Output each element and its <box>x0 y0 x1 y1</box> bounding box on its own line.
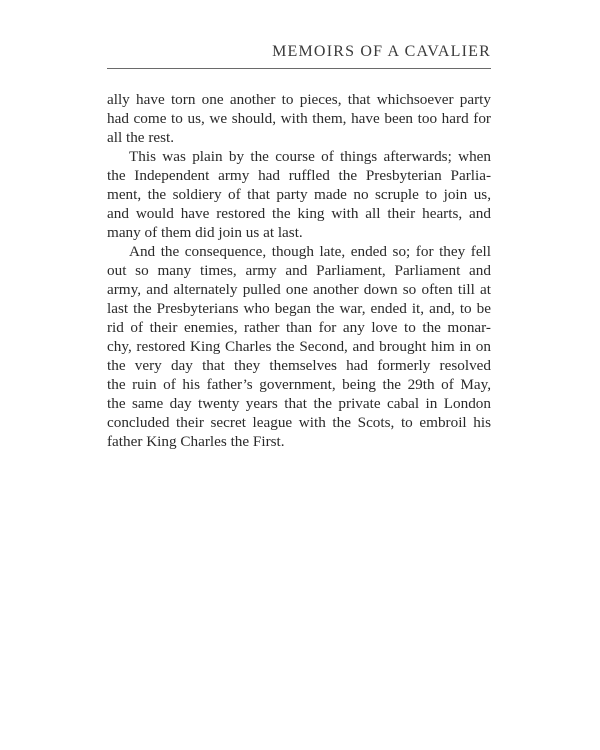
text-line: And the consequence, though late, ended so; for they fell <box>129 243 491 260</box>
text-line: the same day twenty years that the private cabal in London <box>107 395 491 412</box>
text-line: the ruin of his father’s government, being the 29th of May, <box>107 376 491 393</box>
text-line: ment, the soldiery of that party made no scruple to join us, <box>107 186 491 203</box>
text-line: army, and alternately pulled one another down so often till at <box>107 281 491 298</box>
text-line: all the rest. <box>107 129 175 146</box>
text-line: the very day that they themselves had formerly resolved <box>107 357 491 374</box>
text-line: had come to us, we should, with them, have been too hard for <box>107 110 491 127</box>
text-line: concluded their secret league with the Scots, to embroil his <box>107 414 491 431</box>
header-rule <box>107 68 491 69</box>
text-line: father King Charles the First. <box>107 433 285 450</box>
running-header-title: MEMOIRS OF A CAVALIER <box>272 43 491 60</box>
text-line: ally have torn one another to pieces, that whichsoever party <box>107 91 491 108</box>
text-line: and would have restored the king with all their hearts, and <box>107 205 491 222</box>
text-line: chy, restored King Charles the Second, and brought him in on <box>107 338 491 355</box>
text-line: out so many times, army and Parliament, Parliament and <box>107 262 491 279</box>
text-line: the Independent army had ruffled the Presbyterian Parlia- <box>107 167 491 184</box>
text-line: many of them did join us at last. <box>107 224 303 241</box>
text-line: last the Presbyterians who began the war, ended it, and, to be <box>107 300 491 317</box>
body-text <box>107 90 491 451</box>
text-line: rid of their enemies, rather than for any love to the monar- <box>107 319 491 336</box>
text-line: This was plain by the course of things afterwards; when <box>129 148 491 165</box>
